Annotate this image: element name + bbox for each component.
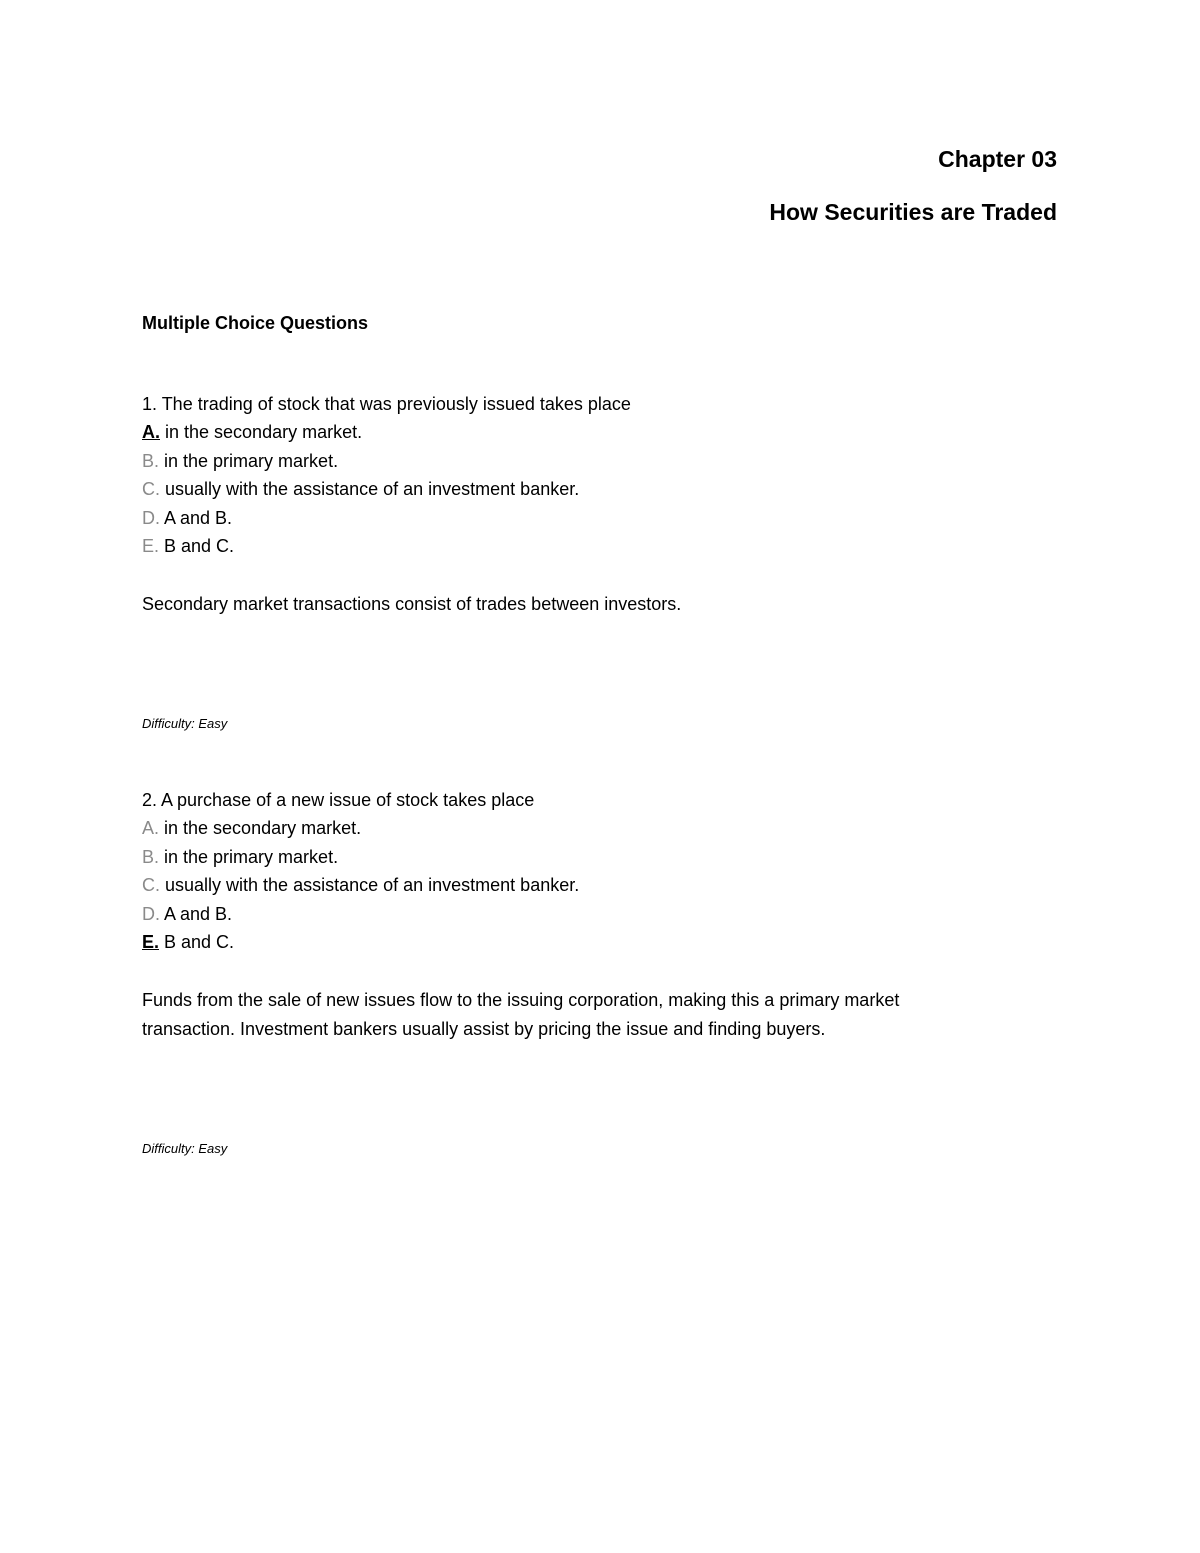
option-letter: D. [142,903,160,924]
question-stem [142,786,1042,814]
answer-explanation [142,986,1002,1043]
option-text: in the primary market. [159,846,339,867]
option-text: B and C. [159,932,235,953]
option-text: A and B. [160,903,233,924]
option-d [142,504,1042,532]
question-stem [142,390,1042,418]
question-text: The trading of stock that was previously issued takes place [157,394,631,414]
chapter-number: Chapter 03 [938,146,1057,172]
option-letter: A. [142,818,160,839]
option-letter: C. [142,479,160,500]
option-a [142,418,1042,446]
explanation-line-2: transaction. Investment bankers usually assist by pricing the issue and finding buyers. [142,1018,826,1039]
question-number: 1. [142,394,158,414]
option-letter: E. [142,536,160,557]
option-d [142,900,1042,928]
option-text: usually with the assistance of an investment banker. [160,875,580,896]
option-text: B and C. [159,536,235,557]
option-c [142,871,1042,899]
option-letter: D. [142,507,160,528]
option-letter: B. [142,450,160,471]
option-text: in the secondary market. [159,818,362,839]
option-letter: C. [142,875,160,896]
option-letter: E. [142,932,160,953]
question-2 [142,786,1042,1043]
option-text: in the primary market. [159,450,339,471]
option-b [142,843,1042,871]
option-text: A and B. [160,507,233,528]
chapter-header [769,143,1057,228]
answer-explanation: Secondary market transactions consist of trades between investors. [142,594,682,615]
option-letter: B. [142,846,160,867]
section-title: Multiple Choice Questions [142,313,369,333]
difficulty-label: Difficulty: Easy [142,716,228,731]
explanation-line-1: Funds from the sale of new issues flow to the issuing corporation, making this a primary market [142,990,900,1011]
difficulty-label: Difficulty: Easy [142,1141,228,1156]
option-a [142,814,1042,842]
option-b [142,447,1042,475]
option-letter: A. [142,422,160,443]
question-text: A purchase of a new issue of stock takes place [157,790,535,810]
question-1 [142,390,1042,619]
chapter-title: How Securities are Traded [769,199,1057,225]
option-e [142,928,1042,956]
question-number: 2. [142,790,158,810]
option-c [142,475,1042,503]
option-e [142,532,1042,560]
option-text: usually with the assistance of an investment banker. [160,479,580,500]
option-text: in the secondary market. [160,422,363,443]
